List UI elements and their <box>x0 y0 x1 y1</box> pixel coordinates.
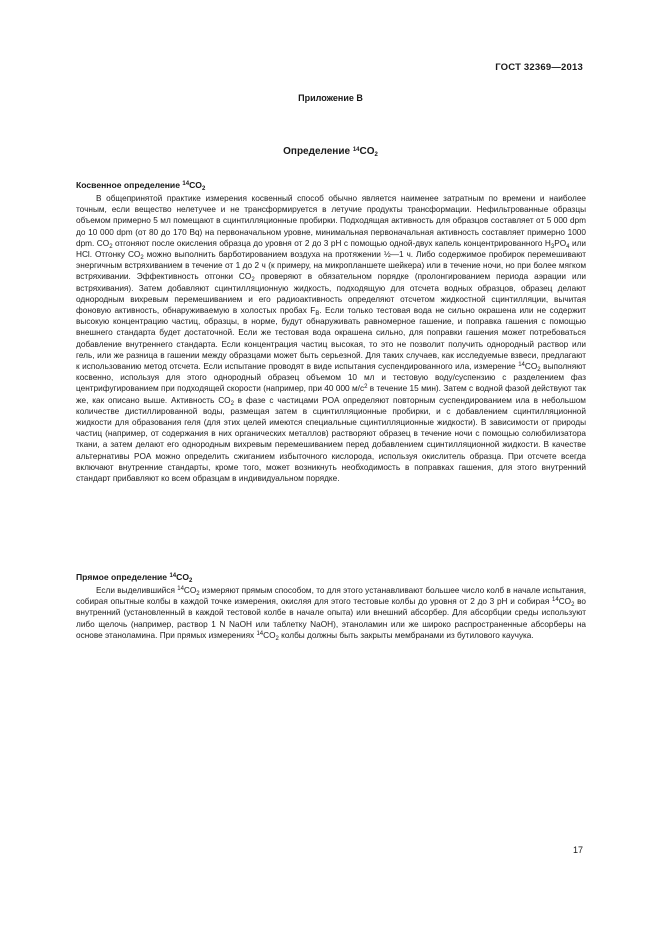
title-isotope: 14 <box>352 147 360 153</box>
appendix-title: Приложение В <box>298 93 363 103</box>
superscript: 14 <box>256 630 264 637</box>
heading-formula: CO <box>176 572 190 582</box>
subscript: 3 <box>550 243 555 250</box>
superscript: 2 <box>364 384 368 391</box>
text-run: CO <box>183 586 197 595</box>
title-formula: CO <box>359 146 375 157</box>
text-run: CO <box>524 362 538 372</box>
text-run: во внутренний (установленный в каждой тестовой колбе в начале опыта) или внешний абсорбер. Для абсорбции среды используют либо щелочь (например, раствор 1 N NaOH или таблетку NaOH), этаноламин или же широко распространенные абсорберы на основе этаноламина. При прямых измерениях <box>76 597 586 640</box>
section-indirect-paragraph <box>76 193 586 484</box>
subscript: 2 <box>571 602 575 609</box>
section-direct-paragraph <box>76 585 586 641</box>
text-run: в фазе с частицами POA определяют повторным суспендированием ила в небольшом количестве дистиллированной воды, размещая затем в сцинтилляционные пробирки, и с добавлением сцинтилляционной жидкости для образования геля (для этих целей имеются специальные сцинтилляционные жидкости). В зависимости от природы частиц (например, от содержания в них органических металлов) растворяют образец в течение ночи с помощью солюбилизатора ткани, а затем делают его однородным вихревым перемешиванием перед добавлением сцинтилляционной жидкости. В качестве альтернативы POA можно определить сжиганием избыточного кислорода, используя окислитель образца. При отсчете всегда включают внутренние стандарты, кроме того, может возникнуть необходимость в поправках гашения, для этого внутренний стандарт прибавляют ко всем образцам в индивидуальном порядке. <box>76 395 586 484</box>
superscript: 14 <box>177 586 184 592</box>
superscript: 14 <box>518 362 525 369</box>
section-indirect-heading <box>76 180 586 191</box>
subscript: 2 <box>230 400 234 407</box>
text-run: В общепринятой практике измерения косвенный способ обычно является наименее затратным по времени и наиболее точным, если вещество нелетучее и не трансформируется в летучие продукты трансформации. Нефильтрованные образцы объемом примерно 5 мл помещают в сцинтилляционные пробирки. Подходящая активность для образцов составляет от 5 000 dpm до 10 000 dpm (от 80 до 170 Bq) на первоначальном уровне, минимальная первоначальная активность составляет примерно 1000 dpm. CO <box>76 194 586 248</box>
text-run: . Если только тестовая вода не сильно окрашена или не содержит высокую концентрацию частиц, образцы, в норме, будут обнаруживать равномерное гашение, и поправка гашения с помощью внешнего стандарта будет достаточной. Если же тестовая вода окрашена сильно, для поправки гашения может потребоваться добавление внутреннего стандарта. Если концентрация частиц высокая, то это не позволит получить однородный раствор или гель, или же разница в гашении между образцами может быть серьезной. Для таких случаев, как исследуемые взвеси, предлагают к использованию метод отсчета. Если испытание проводят в виде испытания суспендированного ила, измерение <box>76 306 586 372</box>
section-direct <box>76 572 586 641</box>
text-run: CO <box>558 597 572 607</box>
text-run: или HCl. Отгонку CO <box>76 238 586 260</box>
subscript: 2 <box>275 635 279 642</box>
subscript: 2 <box>109 243 113 250</box>
subscript: 2 <box>140 255 144 262</box>
text-run: измеряют прямым способом, то для этого устанавливают большее число колб в начале испытания, собирая опытные колбы в каждой точке измерения, окисляя для этого тестовые колбы до уровня от 2 до 3 pH и собирая <box>76 586 586 607</box>
subscript: 4 <box>566 243 570 250</box>
standard-code: ГОСТ 32369—2013 <box>495 62 583 73</box>
subscript: B <box>315 311 320 318</box>
subscript: 2 <box>196 591 200 597</box>
section-indirect <box>76 180 586 484</box>
title-subscript: 2 <box>374 152 378 158</box>
heading-isotope: 14 <box>169 573 177 579</box>
text-run: CO <box>263 630 276 640</box>
text-run: проверяют в обязательном порядке (пролонгированием периода аэрации или встряхивания). Затем добавляют сцинтилляционную жидкость, подходящую для отсчета водных образцов, образец делают однородным вихревым перемешиванием и его радиоактивность определяют отсчетом жидкостной сцинтилляции, вычитая фоновую активность, обнаруживаемую в холостых пробах F <box>76 272 587 316</box>
superscript: 14 <box>552 597 559 604</box>
heading-text: Прямое определение <box>76 572 170 582</box>
section-direct-heading <box>76 572 586 583</box>
heading-text: Косвенное определение <box>76 180 183 190</box>
page-number: 17 <box>572 845 583 855</box>
heading-isotope: 14 <box>182 181 190 187</box>
subscript: 2 <box>251 277 255 284</box>
text-run: можно выполнить барботированием воздуха на протяжении ½—1 ч. Либо содержимое пробирок перемешивают энергичным встряхиванием в течение от 1 до 2 ч (к примеру, на микропланшете шейкера) или в течение ночи, но при более мягком встряхивании. Эффективность отгонки CO <box>76 250 586 282</box>
text-run: PO <box>554 238 567 248</box>
text-run: выполняют косвенно, используя для этого однородный образец объемом 10 мл и тестовую воду/суспензию с разделением фаз центрифугированием при подходящей скорости (например, при 40 000 м/с <box>76 362 586 394</box>
text-run: Если выделившийся <box>96 586 178 595</box>
subscript: 2 <box>537 367 541 374</box>
heading-formula: CO <box>189 180 202 190</box>
page-title <box>0 146 661 157</box>
heading-subscript: 2 <box>201 186 206 192</box>
title-text: Определение <box>283 146 353 157</box>
heading-subscript: 2 <box>189 578 193 584</box>
text-run: отгоняют после окисления образца до уровня от 2 до 3 pH с помощью одной-двух капель концентрированного H <box>112 238 551 248</box>
text-run: в течение 15 мин). Затем с водной фазой действуют так же, как описано выше. Активность CO <box>76 384 586 405</box>
text-run: колбы должны быть закрыты мембранами из бутилового каучука. <box>278 630 534 640</box>
